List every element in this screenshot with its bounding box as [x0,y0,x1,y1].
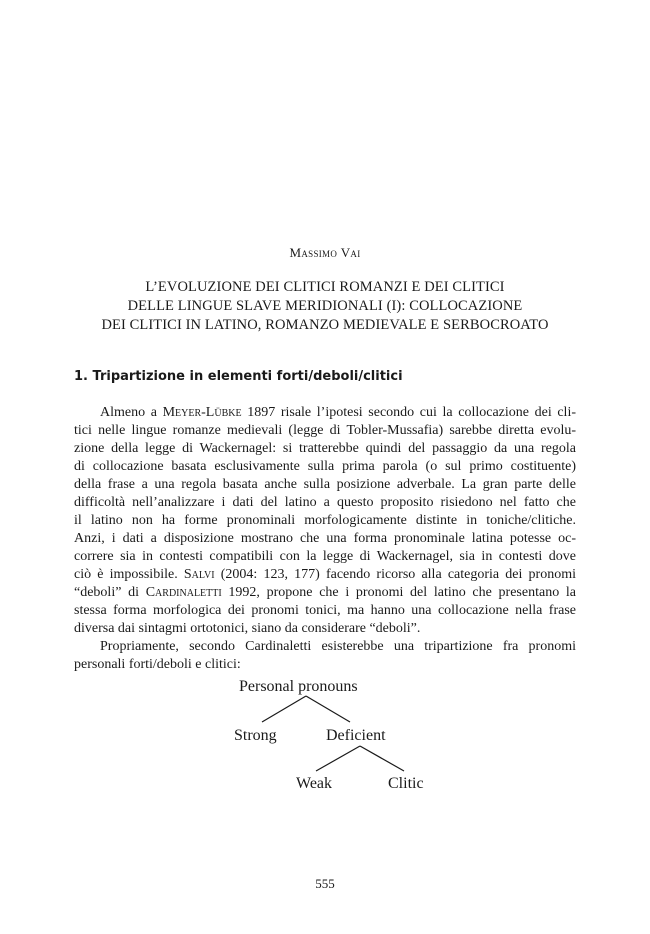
text-line: “deboli” di Cardinaletti 1992, propone che i pronomi del latino che presentano la [74,585,577,600]
tree-node-deficient: Deficient [326,727,386,744]
title-line: DEI CLITICI IN LATINO, ROMANZO MEDIEVALE E SERBOCROATO [101,317,549,333]
pronoun-tree-diagram [0,670,650,810]
title-line: DELLE LINGUE SLAVE MERIDIONALI (I): COLLOCAZIONE [127,298,523,314]
text-line: di collocazione basata esclusivamente sulla prima parola (o sul primo costituente) [74,459,576,474]
text-line: zione della legge di Wackernagel: si tratterebbe quindi del passaggio da una regola [74,441,576,456]
author-last-name: Vai [340,245,361,260]
edge-deficient-weak [316,746,360,771]
tree-node-strong: Strong [234,727,277,744]
author-name [0,245,650,261]
citation-cardinaletti: Cardinaletti [145,585,222,600]
title-line: L’EVOLUZIONE DEI CLITICI ROMANZI E DEI CLITICI [145,279,505,295]
text-line: ciò è impossibile. Salvi (2004: 123, 177) facendo ricorso alla categoria dei pronomi [74,567,576,582]
tree-node-weak: Weak [296,775,333,792]
text-line: Propriamente, secondo Cardinaletti esisterebbe una tripartizione fra pronomi [100,639,576,654]
text-line: difficoltà nell’analizzare i dati del latino a questo proposito risiedono nel fatto che [74,495,576,510]
tree-node-clitic: Clitic [388,775,424,792]
text-line: della frase a una regola basata anche sulla posizione adverbale. La gran parte delle [74,477,576,492]
tree-node-root: Personal pronouns [239,678,358,695]
body-text [74,404,576,674]
text-line: stessa forma morfologica dei pronomi tonici, ma hanno una collocazione nella frase [74,603,576,618]
text-line: personali forti/deboli e clitici: [74,657,241,672]
edge-root-strong [262,696,306,722]
edge-deficient-clitic [360,746,404,771]
citation-meyer-lubke: Meyer-Lübke [162,405,242,420]
citation-salvi: Salvi [183,567,215,582]
text-line: diversa dai sintagmi ortotonici, siano da considerare “deboli”. [74,621,421,636]
text-line: il latino non ha forme pronominali morfologicamente distinte in toniche/clitiche. [74,513,576,528]
article-title [0,278,650,335]
section-heading: 1. Tripartizione in elementi forti/deboli/clitici [74,369,403,384]
edge-root-deficient [306,696,350,722]
page-number: 555 [315,876,335,891]
text-line: Anzi, i dati a disposizione mostrano che una forma pronominale latina potesse oc- [74,531,576,546]
text-line: tici nelle lingue romanze medievali (legge di Tobler-Mussafia) sarebbe diretta evolu- [74,423,576,438]
author-first-name: Massimo [289,245,338,260]
text-line: Almeno a Meyer-Lübke 1897 risale l’ipotesi secondo cui la collocazione dei cli- [100,405,576,420]
text-line: correre sia in contesti compatibili con la legge di Wackernagel, sia in contesti dove [74,549,576,564]
